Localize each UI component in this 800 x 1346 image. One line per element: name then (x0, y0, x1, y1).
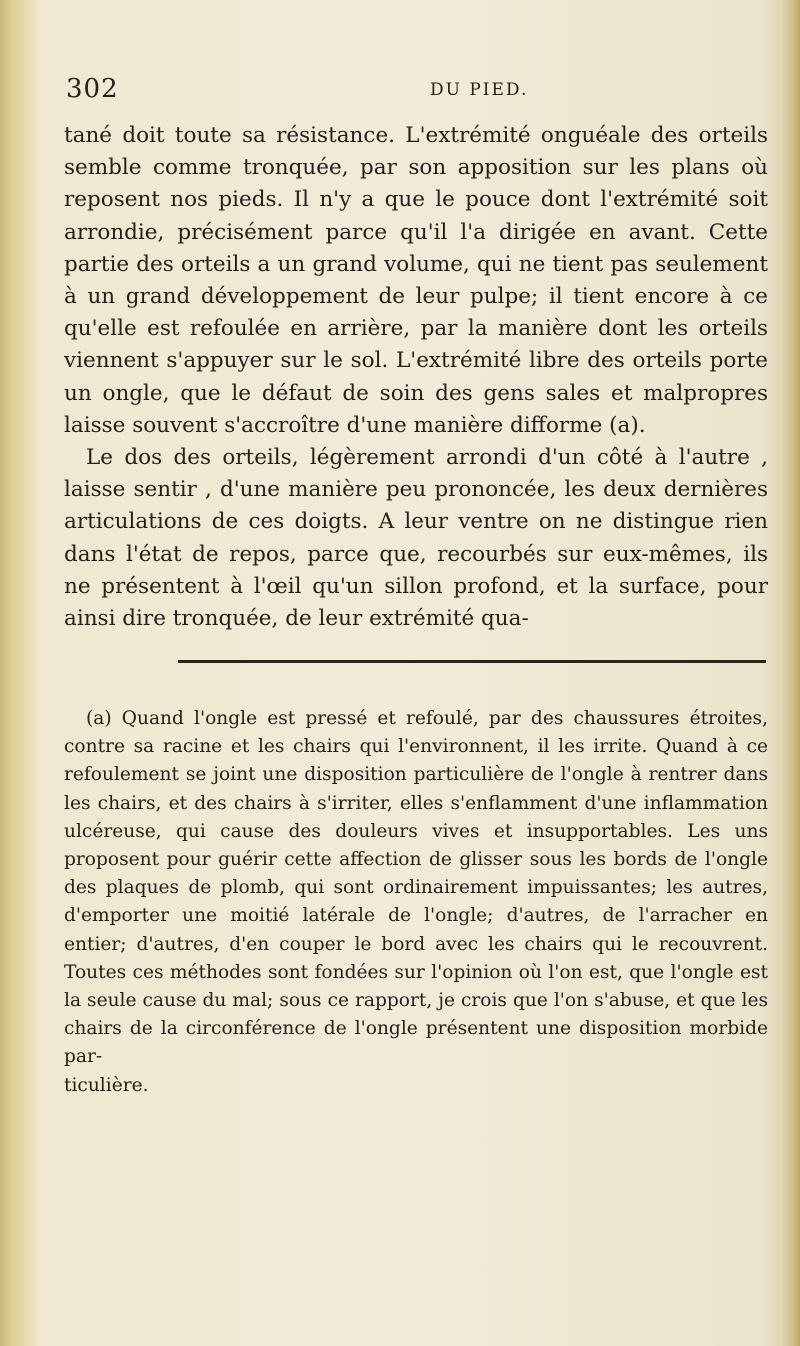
page-edge-shadow (782, 0, 800, 1346)
page-header (66, 70, 766, 110)
footnote-text: (a) Quand l'ongle est pressé et refoulé, par des chaussures étroites, contre sa racine et les chairs qui l'environnent, il les irrite. Quand à ce refoulement se joint une disposition particulière de l'ongle à rentrer dans les chairs, et des chairs à s'irriter, elles s'enflamment d'une inflammation ulcéreuse, qui cause des douleurs vives et insupportables. Les uns proposent pour guérir cette affection de glisser sous les bords de l'ongle des plaques de plomb, qui sont ordinairement impuissantes; les autres, d'emporter une moitié latérale de l'ongle; d'autres, de l'arracher en entier; d'autres, d'en couper le bord avec les chairs qui le recouvrent. Toutes ces méthodes sont fondées sur l'opinion où l'on est, que l'ongle est la seule cause du mal; sous ce rapport, je crois que l'on s'abuse, et que les chairs de la circonférence de l'ongle présentent une disposition morbide par- (64, 708, 768, 1068)
page-gutter-shadow (0, 0, 38, 1346)
footnote (64, 705, 768, 1100)
page-number: 302 (66, 74, 119, 104)
footnote-separator (178, 660, 766, 663)
paragraph: Le dos des orteils, légèrement arrondi d'un côté à l'autre , laisse sentir , d'une manière peu prononcée, les deux dernières articulations de ces doigts. A leur ventre on ne distingue rien dans l'état de repos, parce que, recourbés sur eux-mêmes, ils ne présentent à l'œil qu'un sillon profond, et la surface, pour ainsi dire tronquée, de leur extrémité qua- (64, 445, 768, 632)
paragraph: tané doit toute sa résistance. L'extrémité onguéale des orteils semble comme tronquée, par son apposition sur les plans où reposent nos pieds. Il n'y a que le pouce dont l'extrémité soit arrondie, précisément parce qu'il l'a dirigée en avant. Cette partie des orteils a un grand volume, qui ne tient pas seulement à un grand développement de leur pulpe; il tient encore à ce qu'elle est refoulée en arrière, par la manière dont les orteils viennent s'appuyer sur le sol. L'extrémité libre des orteils porte un ongle, que le défaut de soin des gens sales et malpropres laisse souvent s'accroître d'une manière difforme (a). (64, 123, 768, 438)
main-text (64, 120, 768, 635)
running-head: DU PIED. (430, 80, 529, 100)
footnote-last-line: ticulière. (64, 1074, 149, 1096)
